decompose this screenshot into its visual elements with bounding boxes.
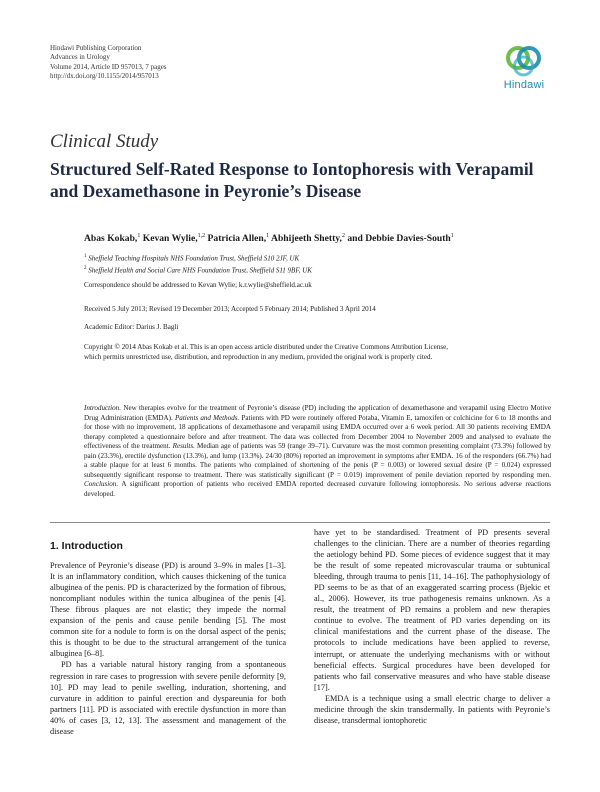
author-affiliation-mark: 2	[341, 233, 345, 239]
doi-link[interactable]: http://dx.doi.org/10.1155/2014/957013	[50, 71, 159, 80]
journal-header	[50, 44, 167, 81]
article-title: Structured Self-Rated Response to Iontophoresis with Verapamil and Dexamethasone in Peyronie’s Disease	[50, 159, 534, 201]
abstract-label-results: Results.	[170, 442, 195, 451]
author-name: Patricia Allen,	[207, 233, 267, 245]
section-divider	[50, 522, 550, 523]
hindawi-rings-icon	[505, 44, 543, 78]
academic-editor: Academic Editor: Darius J. Bagli	[84, 323, 179, 331]
author-name: and Debbie Davies-South	[347, 233, 451, 245]
author-affiliation-mark: 1	[266, 233, 270, 239]
author-affiliation-mark: 1,2	[197, 233, 206, 239]
affiliations	[84, 252, 312, 276]
author-affiliation-mark: 1	[450, 233, 454, 239]
publication-dates: Received 5 July 2013; Revised 19 December 2013; Accepted 5 February 2014; Published 3 April 2014	[84, 305, 376, 313]
author-affiliation-mark: 1	[137, 233, 141, 239]
volume-info: Volume 2014, Article ID 957013, 7 pages	[50, 62, 167, 71]
abstract: Introduction. New therapies evolve for the treatment of Peyronie’s disease (PD) including the application of dexamethasone and verapamil using Electro Motive Drug Administration (EMDA). Patients and Methods. Patients with PD were routinely offered Potaba, Vitamin E, tamoxifen or colchicine for 6 to 18 months and for those with no improvement, 18 applications of dexamethasone and verapamil using EMDA occurred over a 6 week period. All 30 patients receiving EMDA therapy completed a questionnaire before and after treatment. The data was collected from December 2004 to November 2009 and analysed to evaluate the effectiveness of the treatment. Results. Median age of patients was 59 (range 39–71). Curvature was the most common presenting complaint (73.3%) followed by pain (23.3%), erectile dysfunction (13.3%), and lump (13.3%). 24/30 (80%) reported an improvement in symptoms after EMDA. 16 of the responders (66.7%) had a stable plaque for at least 6 months. The patients who complained of shortening of the penis (P = 0.003) or lowered sexual desire (P = 0.024) expressed subsequently significant response to treatment. There was statistically significant (P = 0.019) improvement of penile deviation reported by responding men. Conclusion. A significant proportion of patients who received EMDA reported decreased curvature following iontophoresis. No serious adverse reactions developed.	[84, 404, 552, 498]
affiliation-item: $^2$ Sheffield Health and Social Care NHS Foundation Trust, Sheffield S11 9BF, UK	[84, 265, 312, 275]
abstract-label-conclusion: Conclusion.	[84, 480, 119, 489]
publisher-name: Hindawi Publishing Corporation	[50, 44, 142, 52]
article-type: Clinical Study	[50, 131, 159, 152]
body-paragraph: EMDA is a technique using a small electric charge to deliver a medicine through the skin transdermally. In patients with Peyronie’s disease, transdermal iontophoretic	[314, 693, 550, 725]
correspondence: Correspondence should be addressed to Kevan Wylie; k.r.wylie@sheffield.ac.uk	[84, 281, 312, 289]
body-paragraph: have yet to be standardised. Treatment of PD presents several challenges to the clinician. There are a number of theories regarding the aetiology behind PD. Some pieces of evidence suggest that it may be the result of some repeated microvascular trauma or subtunical bleeding, through trauma to penis [11, 14–16]. The pathophysiology of PD seems to be as that of an exaggerated scarring process (Bjekic et al., 2006). However, its true pathogenesis remains unknown. As a result, the treatment of PD remains a problem and new therapies continue to evolve. The treatment of PD varies depending on its clinical manifestations and the current phase of the disease. The protocols to include medications have been applied to reverse, interrupt, or attenuate the underlying mechanisms with or without beneficial effects. Surgical procedures have been developed for patients who fail conservative measures and who have stable disease [17].	[314, 528, 550, 692]
author-name: Abhijeeth Shetty,	[271, 233, 342, 245]
section-heading: 1. Introduction	[50, 540, 123, 552]
hindawi-logo	[498, 44, 550, 91]
abstract-label-methods: Patients and Methods.	[172, 413, 240, 422]
body-column-left	[50, 541, 286, 737]
author-list	[84, 233, 454, 244]
body-column-right	[314, 527, 550, 726]
abstract-label-introduction: Introduction.	[84, 404, 121, 412]
author-name: Abas Kokab,	[84, 233, 138, 245]
journal-name: Advances in Urology	[50, 53, 110, 62]
affiliation-item: $^1$ Sheffield Teaching Hospitals NHS Foundation Trust, Sheffield S10 2JF, UK	[84, 254, 300, 263]
author-name: Kevan Wylie,	[142, 233, 198, 245]
body-paragraph: Prevalence of Peyronie’s disease (PD) is around 3–9% in males [1–3]. It is an inflammatory condition, which causes thickening of the tunica albuginea of the penis. PD is characterized by the formation of fibrous, noncompliant nodules within the tunica albuginea of the penis [4]. These fibrous plaques are not elastic; they impede the normal expansion of the penis and cause penile bending [5]. The most common site for a nodule to form is on the dorsal aspect of the penis; this is thought to be due to the structural arrangement of the tunica albuginea [6–8].	[50, 561, 286, 659]
body-paragraph: PD has a variable natural history ranging from a spontaneous regression in rare cases to progression with severe penile deformity [9, 10]. PD may lead to penile swelling, induration, shortening, and curvature in addition to painful erection and dyspareunia for both partners [11]. PD is associated with erectile dysfunction in more than 40% of cases [3, 12, 13]. The assessment and management of the disease	[50, 660, 286, 736]
copyright-notice: Copyright © 2014 Abas Kokab et al. This is an open access article distributed under the Creative Commons Attribution License, which permits unrestricted use, distribution, and reproduction in any medium, provided the original work is properly cited.	[84, 343, 449, 361]
hindawi-wordmark: Hindawi	[503, 79, 545, 91]
